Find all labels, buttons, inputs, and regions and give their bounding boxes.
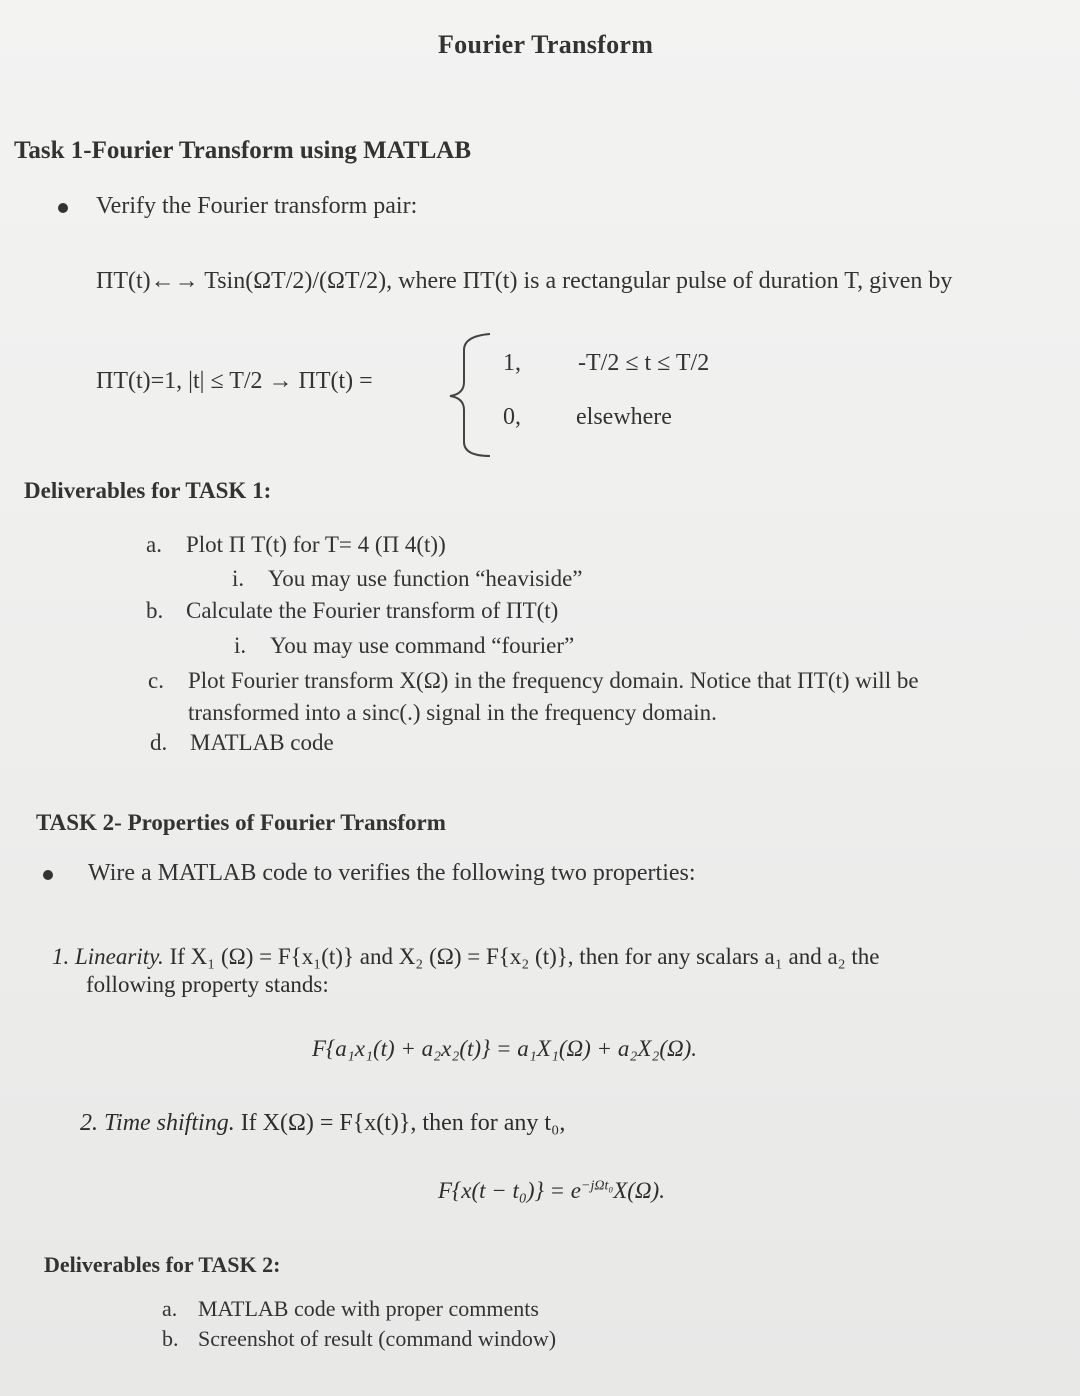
list-marker: c. <box>148 668 164 693</box>
list-item <box>162 1296 539 1322</box>
list-item <box>232 566 583 592</box>
time-shift-text: If X(Ω) = F{x(t)}, then for any t₀, <box>234 1110 566 1136</box>
list-item <box>148 700 717 726</box>
case1-value: 1, <box>503 350 521 376</box>
list-item <box>146 532 446 558</box>
page-title: Fourier Transform <box>438 30 654 59</box>
deliverables2-heading: Deliverables for TASK 2: <box>44 1252 281 1277</box>
list-item-text: Plot Fourier transform X(Ω) in the frequency domain. Notice that ΠT(t) will be <box>188 668 919 693</box>
list-item-text: Plot Π T(t) for T= 4 (Π 4(t)) <box>186 532 446 557</box>
list-item-text: transformed into a sinc(.) signal in the frequency domain. <box>188 700 717 725</box>
bullet-icon <box>43 870 53 880</box>
linearity-text-continued: following property stands: <box>86 972 329 997</box>
task2-heading: TASK 2- Properties of Fourier Transform <box>36 810 446 835</box>
list-marker: a. <box>146 532 162 557</box>
list-item-text: You may use command “fourier” <box>270 633 575 658</box>
list-item <box>150 730 334 756</box>
case2-condition: elsewhere <box>576 404 672 430</box>
list-item-text: MATLAB code with proper comments <box>198 1296 539 1321</box>
deliverables1-heading: Deliverables for TASK 1: <box>24 478 272 503</box>
bullet-icon <box>58 203 68 213</box>
time-shift-eq-right: X(Ω). <box>613 1178 665 1203</box>
list-marker: i. <box>234 633 247 658</box>
list-marker: d. <box>150 730 168 755</box>
list-item <box>146 598 558 624</box>
case1-condition: -T/2 ≤ t ≤ T/2 <box>578 350 710 376</box>
list-marker: b. <box>146 598 164 623</box>
list-item <box>162 1326 556 1352</box>
linearity-property <box>52 943 880 999</box>
time-shift-equation <box>438 1178 665 1204</box>
time-shift-eq-exponent: −jΩt₀ <box>581 1178 614 1194</box>
task2-bullet-text: Wire a MATLAB code to verifies the following two properties: <box>88 860 696 886</box>
list-item-text: Screenshot of result (command window) <box>198 1326 557 1351</box>
list-item-text: You may use function “heaviside” <box>268 566 583 591</box>
time-shift-label: 2. Time shifting. <box>80 1110 235 1136</box>
task1-bullet-text: Verify the Fourier transform pair: <box>96 193 418 219</box>
list-marker: i. <box>232 566 245 591</box>
list-item <box>234 633 574 659</box>
task1-heading: Task 1-Fourier Transform using MATLAB <box>14 137 471 164</box>
linearity-text: If X₁ (Ω) = F{x₁(t)} and X₂ (Ω) = F{x₂ (t)}, then for any scalars a₁ and a₂ the <box>163 944 880 969</box>
time-shift-property <box>80 1110 565 1137</box>
list-marker: a. <box>162 1296 178 1321</box>
list-item-text: MATLAB code <box>190 730 334 755</box>
pulse-definition: ΠT(t)=1, |t| ≤ T/2 → ΠT(t) = <box>96 368 373 394</box>
list-item <box>148 668 919 694</box>
list-item-text: Calculate the Fourier transform of ΠT(t) <box>186 598 559 623</box>
time-shift-eq-left: F{x(t − t₀)} = e <box>438 1178 581 1203</box>
linearity-equation: F{a₁x₁(t) + a₂x₂(t)} = a₁X₁(Ω) + a₂X₂(Ω). <box>312 1036 698 1061</box>
linearity-label: 1. Linearity. <box>52 944 164 969</box>
case2-value: 0, <box>503 404 521 430</box>
transform-pair-text: ΠT(t)←→ Tsin(ΩT/2)/(ΩT/2), where ΠT(t) is a rectangular pulse of duration T, given by <box>96 268 953 294</box>
list-marker: b. <box>162 1326 179 1351</box>
left-brace-icon <box>444 330 504 460</box>
